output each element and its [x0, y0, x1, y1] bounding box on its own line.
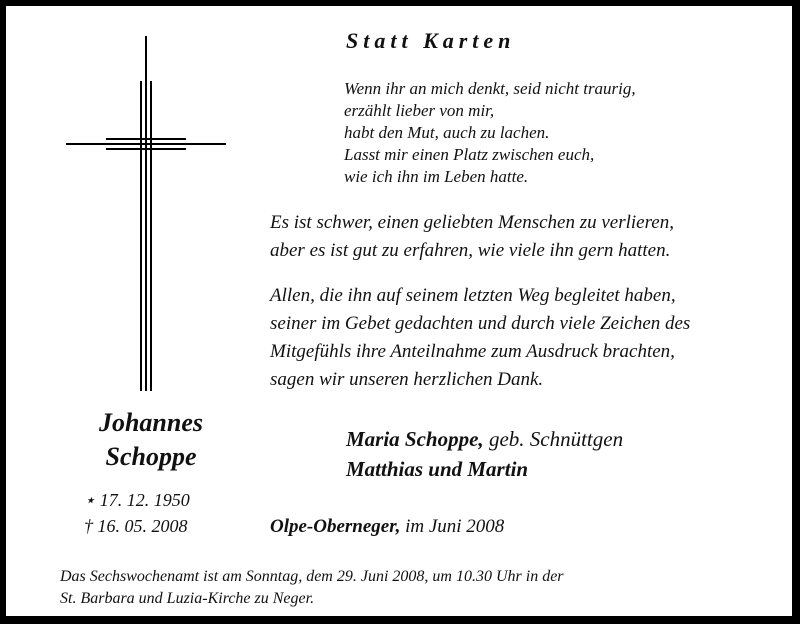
- deceased-name: [46, 406, 256, 474]
- death-date: † 16. 05. 2008: [84, 516, 188, 536]
- notice-line: St. Barbara und Luzia-Kirche zu Neger.: [60, 590, 315, 607]
- maiden-name: geb. Schnüttgen: [483, 427, 624, 451]
- family-signature: [346, 424, 623, 484]
- first-name: Johannes: [98, 408, 204, 437]
- paragraph-line: sagen wir unseren herzlichen Dank.: [270, 369, 544, 390]
- last-name: Schoppe: [105, 442, 197, 471]
- paragraph-line: aber es ist gut zu erfahren, wie viele ihn gern hatten.: [270, 240, 671, 261]
- paragraph-line: Mitgefühls ihre Anteilnahme zum Ausdruck brachten,: [270, 341, 675, 362]
- cross-icon: [66, 36, 226, 391]
- poem-line: Wenn ihr an mich denkt, seid nicht traurig,: [344, 79, 636, 98]
- place-date: [270, 516, 504, 538]
- obituary-card: [6, 6, 792, 616]
- place-town: Olpe-Oberneger,: [270, 516, 401, 537]
- poem-line: wie ich ihn im Leben hatte.: [344, 167, 529, 186]
- family-line-2: [346, 454, 623, 484]
- notice-line: Das Sechswochenamt ist am Sonntag, dem 29. Juni 2008, um 10.30 Uhr in der: [60, 568, 564, 585]
- life-dates: [84, 487, 190, 539]
- poem: [344, 78, 636, 188]
- birth-date: ⋆ 17. 12. 1950: [84, 490, 190, 510]
- mass-notice: [60, 566, 564, 610]
- paragraph-line: Es ist schwer, einen geliebten Menschen zu verlieren,: [270, 212, 674, 233]
- poem-line: Lasst mir einen Platz zwischen euch,: [344, 145, 595, 164]
- paragraph-line: Allen, die ihn auf seinem letzten Weg begleitet haben,: [270, 285, 676, 306]
- poem-line: erzählt lieber von mir,: [344, 101, 495, 120]
- poem-line: habt den Mut, auch zu lachen.: [344, 123, 550, 142]
- paragraph-two: [270, 282, 690, 394]
- children-names: Matthias und Martin: [346, 457, 529, 481]
- paragraph-line: seiner im Gebet gedachten und durch viele Zeichen des: [270, 313, 691, 334]
- place-month: im Juni 2008: [400, 516, 505, 537]
- family-line-1: [346, 424, 623, 454]
- widow-name: Maria Schoppe,: [346, 427, 484, 451]
- heading: Statt Karten: [346, 28, 516, 53]
- paragraph-one: [270, 209, 674, 265]
